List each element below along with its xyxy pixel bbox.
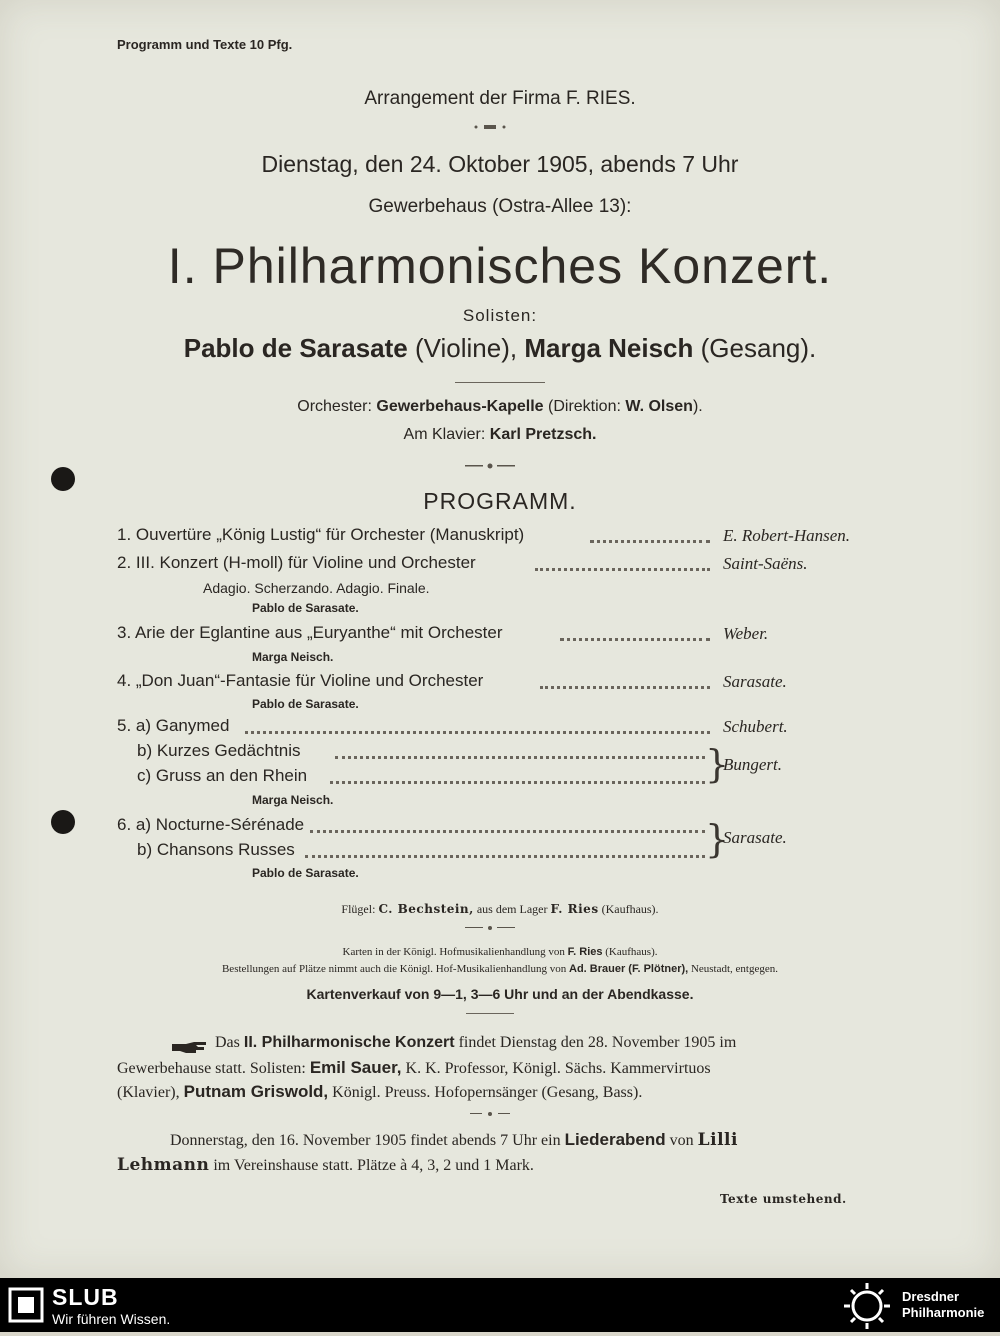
dot-leader (245, 727, 710, 734)
soloists-label: Solisten: (462, 306, 538, 325)
composer-4: Sarasate. (723, 672, 787, 691)
announcement-l3-pre: (Klavier), (117, 1084, 180, 1101)
dot-leader (330, 777, 705, 784)
philharmonie-line-2: Philharmonie (902, 1305, 985, 1320)
announcement-pre: Das (215, 1034, 240, 1051)
piano-line (0, 426, 1000, 444)
soloist-2: Pablo de Sarasate. (252, 601, 359, 615)
orchestra-line (0, 398, 1000, 416)
ornament-2 (465, 463, 515, 469)
announcement-l2-pre: Gewerbehause statt. Solisten: (117, 1060, 306, 1077)
program-item-4: 4. „Don Juan“-Fantasie für Violine und Orchester (117, 671, 484, 690)
punch-hole-bottom (51, 810, 75, 834)
orders-pre: Bestellungen auf Plätze nimmt auch die Königl. Hof-Musikalienhandlung von (221, 963, 567, 975)
announcement-post: findet Dienstag den 28. November 1905 im (458, 1034, 737, 1051)
brace-6: } (705, 817, 730, 861)
ornament-4 (470, 1111, 510, 1117)
piano-firm: F. Ries (550, 902, 599, 916)
soloist-neisch: Marga Neisch (524, 333, 694, 363)
announcement-line-3 (117, 1082, 642, 1102)
announcement-title: II. Philharmonische Konzert (243, 1034, 455, 1051)
soloist-5: Marga Neisch. (252, 793, 334, 807)
orchestra-name: Gewerbehaus-Kapelle (376, 398, 544, 415)
footer-bar (0, 1278, 1000, 1332)
philharmonie-logo-icon (842, 1281, 892, 1336)
concert-title: I. Philharmonisches Konzert. (167, 238, 833, 294)
piano-note (0, 902, 1000, 917)
announcement-line-1 (215, 1034, 736, 1052)
brace-5: } (705, 742, 730, 786)
composer-2: Saint-Saëns. (723, 554, 808, 573)
direction-close: ). (692, 398, 703, 415)
announcement-line-2 (117, 1058, 711, 1078)
tickets-pre: Karten in der Königl. Hofmusikalienhandlung von (342, 946, 565, 958)
orders-firm: Ad. Brauer (F. Plötner), (569, 963, 689, 975)
tickets-post: (Kaufhaus). (605, 946, 658, 958)
box-office: Kartenverkauf von 9—1, 3—6 Uhr und an der Abendkasse. (306, 986, 694, 1002)
program-heading: PROGRAMM. (423, 488, 577, 514)
piano-note-mid: aus dem Lager (476, 902, 548, 916)
piano-label: Am Klavier: (403, 426, 486, 443)
ornament-3 (465, 925, 515, 931)
composer-5bc: Bungert. (723, 755, 783, 774)
composer-5a: Schubert. (723, 717, 788, 736)
texts-overleaf: Texte umstehend. (720, 1192, 847, 1206)
liederabend-title: Liederabend (564, 1130, 666, 1149)
program-item-2: 2. III. Konzert (H-moll) für Violine und Orchester (117, 553, 476, 572)
piano-brand: C. Bechstein, (378, 902, 474, 916)
divider-1 (455, 382, 545, 383)
soloist-sauer: Emil Sauer, (309, 1058, 402, 1077)
dot-leader (335, 752, 705, 759)
date-line: Dienstag, den 24. Oktober 1905, abends 7 Uhr (261, 151, 739, 177)
soloists-line (0, 333, 1000, 364)
announcement-l2-post: K. K. Professor, Königl. Sächs. Kammervirtuos (405, 1060, 711, 1077)
soloist-sarasate-role: (Violine), (414, 333, 518, 363)
slub-logo-icon (8, 1287, 44, 1328)
venue: Gewerbehaus (Ostra-Allee 13): (368, 196, 632, 217)
composer-3: Weber. (723, 624, 769, 643)
announcement-l3-post: Königl. Preuss. Hofopernsänger (Gesang, Bass). (332, 1084, 643, 1101)
program-item-3: 3. Arie der Eglantine aus „Euryanthe“ mit Orchester (117, 623, 503, 642)
orchestra-label: Orchester: (297, 398, 372, 415)
program-item-5c: c) Gruss an den Rhein (137, 766, 308, 785)
soloist-sarasate: Pablo de Sarasate (183, 333, 408, 363)
program-item-6a: 6. a) Nocturne-Sérénade (117, 815, 305, 834)
liederabend-line-1 (170, 1130, 738, 1150)
philharmonie-line-1: Dresdner (902, 1289, 960, 1304)
tickets-note (0, 946, 1000, 958)
liederabend-mid: von (669, 1132, 694, 1149)
liederabend-line-2 (117, 1155, 534, 1175)
liederabend-pre: Donnerstag, den 16. November 1905 findet abends 7 Uhr ein (170, 1132, 561, 1149)
tickets-firm: F. Ries (567, 946, 603, 958)
orders-post: Neustadt, entgegen. (690, 963, 779, 975)
dot-leader (305, 851, 705, 858)
price-note: Programm und Texte 10 Pfg. (117, 37, 293, 52)
soloist-griswold: Putnam Griswold, (183, 1082, 329, 1101)
piano-note-pre: Flügel: (341, 902, 376, 916)
soloist-3: Marga Neisch. (252, 650, 334, 664)
arrangement: Arrangement der Firma F. RIES. (364, 88, 636, 109)
soloist-6: Pablo de Sarasate. (252, 866, 359, 880)
program-item-5b: b) Kurzes Gedächtnis (137, 741, 301, 760)
dot-leader (540, 682, 710, 689)
dot-leader (590, 536, 710, 543)
orders-note (0, 963, 1000, 975)
program-item-5a: 5. a) Ganymed (117, 716, 230, 735)
slub-tagline: Wir führen Wissen. (52, 1311, 171, 1327)
soloist-4: Pablo de Sarasate. (252, 697, 359, 711)
ornament-1 (470, 124, 510, 130)
singer-last-name: Lehmann (117, 1155, 210, 1175)
director-name: W. Olsen (625, 398, 693, 415)
slub-brand: SLUB (52, 1284, 119, 1310)
liederabend-post: im Vereinshause statt. Plätze à 4, 3, 2 und 1 Mark. (213, 1157, 534, 1174)
dot-leader (560, 634, 710, 641)
movements-2: Adagio. Scherzando. Adagio. Finale. (203, 580, 430, 596)
piano-note-post: (Kaufhaus). (601, 902, 659, 916)
dot-leader (535, 564, 710, 571)
soloist-neisch-role: (Gesang). (700, 333, 817, 363)
direction-label: (Direktion: (548, 398, 621, 415)
composer-6: Sarasate. (723, 828, 787, 847)
pianist-name: Karl Pretzsch. (489, 426, 597, 443)
program-item-1: 1. Ouvertüre „König Lustig“ für Orchester (Manuskript) (117, 525, 525, 544)
dot-leader (310, 826, 705, 833)
composer-1: E. Robert-Hansen. (723, 526, 851, 545)
program-item-6b: b) Chansons Russes (137, 840, 295, 859)
divider-2 (466, 1013, 514, 1014)
singer-first-name: Lilli (697, 1130, 738, 1150)
